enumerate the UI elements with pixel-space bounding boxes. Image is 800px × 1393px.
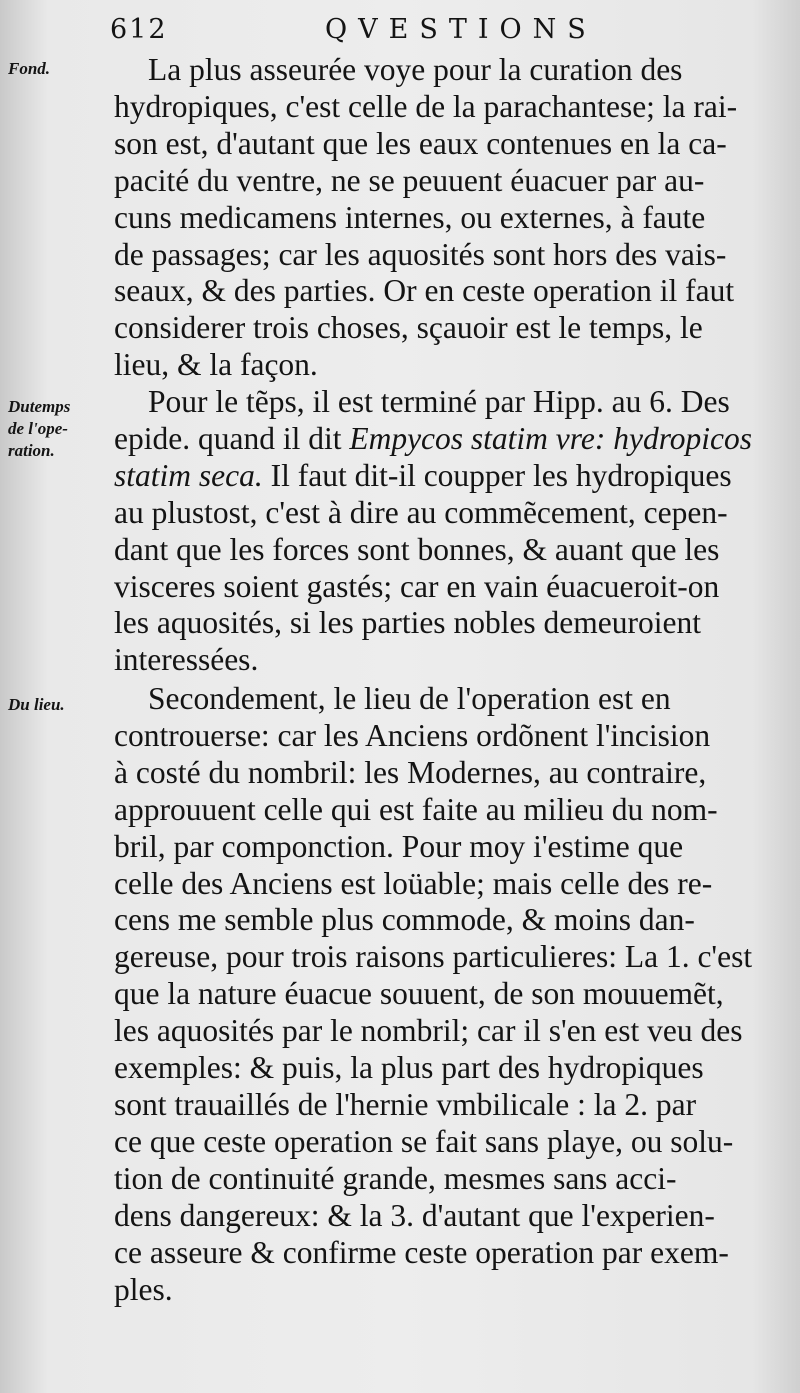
text-run: Il faut dit-il coupper les hydropiques	[262, 457, 732, 493]
text-line: son est, d'autant que les eaux contenues en la ca-	[114, 125, 727, 161]
text-line: les aquosités, si les parties nobles demeuroient	[114, 605, 701, 641]
text-line: controuerse: car les Anciens ordõnent l'incision	[114, 717, 711, 753]
margin-note-line: Dutemps	[8, 397, 71, 416]
margin-note-du-temps	[8, 396, 108, 462]
text-line: gereuse, pour trois raisons particulieres: La 1. c'est	[114, 939, 753, 975]
running-head: QVESTIONS	[325, 14, 597, 45]
paragraph-fond	[114, 52, 752, 384]
italic-quote: statim seca.	[114, 457, 263, 493]
text-line: exemples: & puis, la plus part des hydropiques	[114, 1050, 704, 1086]
text-line: les aquosités par le nombril; car il s'en est veu des	[114, 1013, 743, 1049]
text-line: lieu, & la façon.	[114, 347, 318, 383]
margin-note-fond	[8, 58, 108, 80]
margin-note-line: ration.	[8, 441, 55, 460]
text-line: seaux, & des parties. Or en ceste operation il faut	[114, 273, 735, 309]
text-line: à costé du nombril: les Modernes, au contraire,	[114, 754, 707, 790]
text-line: que la nature éuacue souuent, de son mouuemẽt,	[114, 976, 724, 1012]
text-line	[114, 421, 752, 458]
paragraph-du-lieu	[114, 681, 752, 1308]
text-line: visceres soient gastés; car en vain éuacueroit-on	[114, 568, 720, 604]
text-line: de passages; car les aquosités sont hors des vais-	[114, 236, 727, 272]
text-line: hydropiques, c'est celle de la parachantese; la rai-	[114, 88, 738, 124]
text-line: dant que les forces sont bonnes, & auant que les	[114, 531, 720, 567]
text-line: bril, par componction. Pour moy i'estime que	[114, 828, 684, 864]
page-header	[110, 14, 597, 50]
italic-quote: Empycos statim vre: hydropicos	[349, 420, 753, 456]
text-line: approuuent celle qui est faite au milieu du nom-	[114, 791, 718, 827]
text-line: ce que ceste operation se fait sans playe, ou solu-	[114, 1123, 734, 1159]
page-number: 612	[110, 14, 168, 45]
text-line: interessées.	[114, 642, 259, 678]
text-line	[114, 458, 752, 495]
text-line: dens dangereux: & la 3. d'autant que l'experien-	[114, 1197, 715, 1233]
text-line: Secondement, le lieu de l'operation est en	[148, 681, 671, 716]
text-line: considerer trois choses, sçauoir est le temps, le	[114, 310, 703, 346]
margin-note-line: Du lieu.	[8, 695, 65, 714]
text-line: cens me semble plus commode, & moins dan-	[114, 902, 695, 938]
text-line: sont trauaillés de l'hernie vmbilicale : la 2. par	[114, 1086, 697, 1122]
paragraph-du-temps	[114, 384, 752, 679]
text-run: epide. quand il dit	[114, 420, 350, 456]
margin-note-line: Fond.	[8, 59, 51, 78]
margin-note-du-lieu	[8, 694, 108, 716]
margin-note-line: de l'ope-	[8, 419, 68, 438]
text-line: ples.	[114, 1271, 173, 1307]
text-line: ce asseure & confirme ceste operation par exem-	[114, 1234, 729, 1270]
text-line: celle des Anciens est loüable; mais celle des re-	[114, 865, 713, 901]
text-line: La plus asseurée voye pour la curation des	[148, 52, 683, 87]
text-line: au plustost, c'est à dire au commẽcement, cepen-	[114, 494, 728, 530]
text-line: pacité du ventre, ne se peuuent éuacuer par au-	[114, 162, 705, 198]
text-line: cuns medicamens internes, ou externes, à faute	[114, 199, 706, 235]
text-line: Pour le tẽps, il est terminé par Hipp. au 6. Des	[148, 384, 730, 419]
text-line: tion de continuité grande, mesmes sans acci-	[114, 1160, 677, 1196]
